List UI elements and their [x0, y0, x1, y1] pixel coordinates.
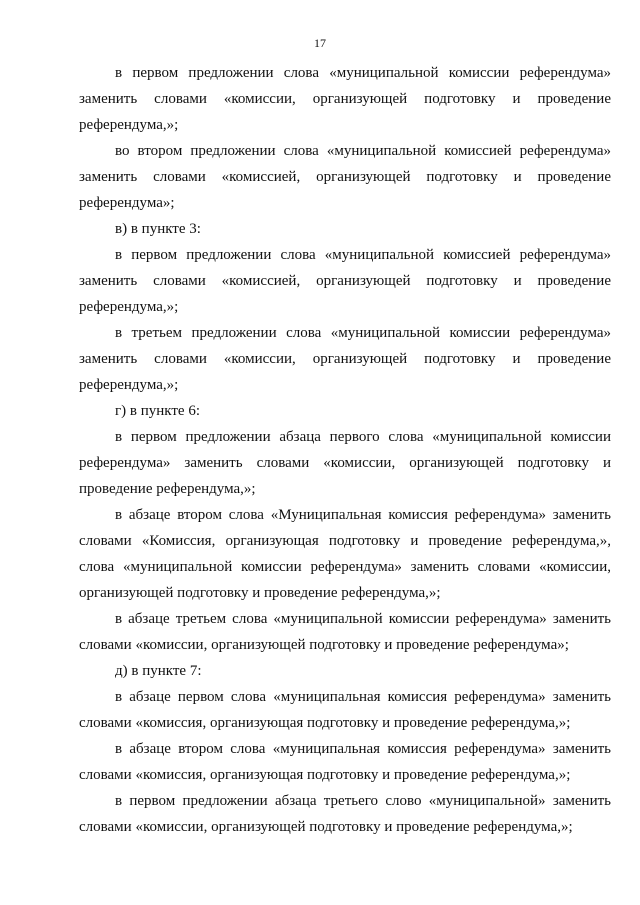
paragraph: в абзаце втором слова «муниципальная комиссия референдума» заменить словами «комиссия, организующая подготовку и проведение референдума,»;: [79, 741, 611, 783]
paragraph: в первом предложении слова «муниципальной комиссией референдума» заменить словами «комиссией, организующей подготовку и проведение референдума,»;: [79, 247, 611, 315]
document-body: [79, 60, 611, 840]
paragraph: в первом предложении абзаца первого слова «муниципальной комиссии референдума» заменить словами «комиссии, организующей подготовку и проведение референдума,»;: [79, 429, 611, 497]
paragraph: в первом предложении слова «муниципальной комиссии референдума» заменить словами «комиссии, организующей подготовку и проведение референдума,»;: [79, 65, 611, 133]
paragraph: в абзаце третьем слова «муниципальной комиссии референдума» заменить словами «комиссии, организующей подготовку и проведение референдума»;: [79, 611, 611, 653]
paragraph: во втором предложении слова «муниципальной комиссией референдума» заменить словами «комиссией, организующей подготовку и проведение референдума»;: [79, 143, 611, 211]
paragraph: в третьем предложении слова «муниципальной комиссии референдума» заменить словами «комиссии, организующей подготовку и проведение референдума,»;: [79, 325, 611, 393]
paragraph: в абзаце первом слова «муниципальная комиссия референдума» заменить словами «комиссия, организующая подготовку и проведение референдума,»;: [79, 689, 611, 731]
paragraph: в абзаце втором слова «Муниципальная комиссия референдума» заменить словами «Комиссия, организующая подготовку и проведение референдума,», слова «муниципальной комиссии референдума» заменить словами «комиссии, организующей подготовку и проведение референдума,»;: [79, 507, 611, 601]
paragraph: д) в пункте 7:: [115, 663, 202, 679]
page-number: 17: [314, 36, 326, 50]
paragraph: в первом предложении абзаца третьего слово «муниципальной» заменить словами «комиссии, организующей подготовку и проведение референдума,»;: [79, 793, 611, 835]
paragraph: г) в пункте 6:: [115, 403, 201, 419]
paragraph: в) в пункте 3:: [115, 221, 201, 237]
